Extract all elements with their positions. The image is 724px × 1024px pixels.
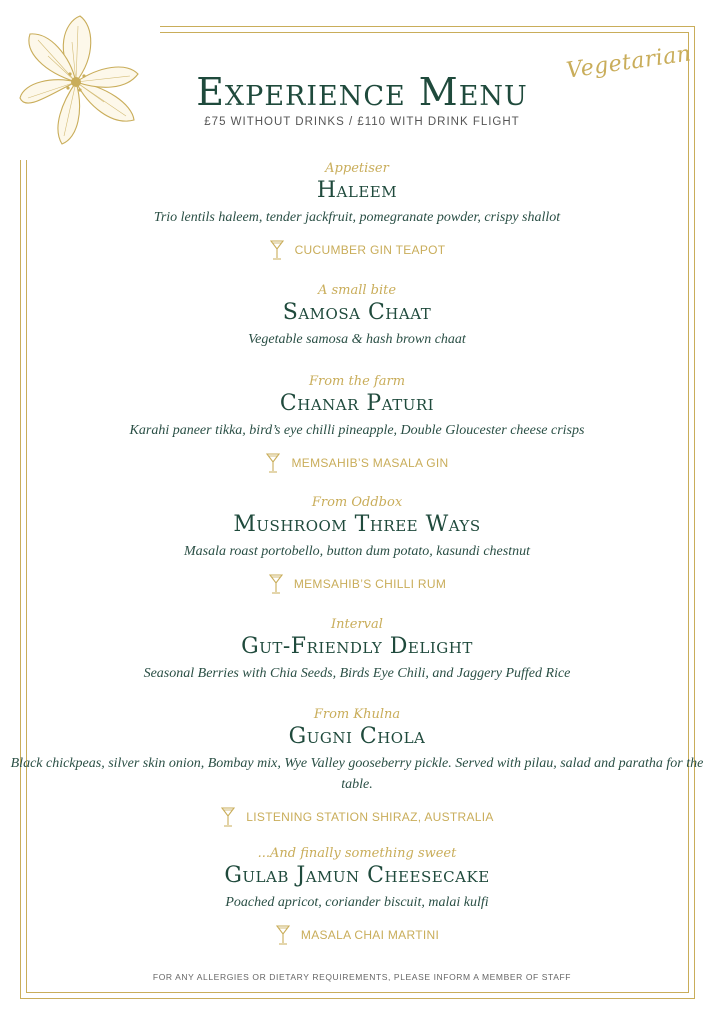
cocktail-glass-icon [269, 238, 285, 262]
course-label: ...And finally something sweet [257, 846, 457, 861]
cocktail-glass-icon [220, 805, 236, 829]
cocktail-glass-icon [268, 572, 284, 596]
course-label: From the farm [308, 374, 406, 389]
course-from-khulna [10, 706, 704, 829]
course-description: Trio lentils haleem, tender jackfruit, pomegranate powder, crispy shallot [153, 210, 561, 225]
drink-name: LISTENING STATION SHIRAZ, AUSTRALIA [246, 810, 494, 824]
course-name: Gugni Chola [288, 724, 426, 749]
course-description: Black chickpeas, silver skin onion, Bombay mix, Wye Valley gooseberry pickle. Served with pilau, salad and paratha for the table. [10, 756, 704, 792]
drink-pairing [30, 572, 684, 596]
course-name: Mushroom Three Ways [233, 512, 481, 537]
course-name: Gut-Friendly Delight [241, 634, 473, 659]
allergy-footer-note: FOR ANY ALLERGIES OR DIETARY REQUIREMENTS, PLEASE INFORM A MEMBER OF STAFF [152, 972, 572, 982]
course-small-bite [30, 282, 684, 350]
course-description: Karahi paneer tikka, bird’s eye chilli pineapple, Double Gloucester cheese crisps [129, 423, 585, 438]
drink-name: MEMSAHIB’S MASALA GIN [291, 456, 449, 470]
drink-name: MEMSAHIB’S CHILLI RUM [293, 577, 447, 591]
drink-pairing [30, 805, 684, 829]
course-from-oddbox [30, 494, 684, 596]
cocktail-glass-icon [275, 923, 291, 947]
drink-pairing [30, 923, 684, 947]
course-from-the-farm [30, 373, 684, 475]
price-line: £75 WITHOUT DRINKS / £110 WITH DRINK FLIGHT [204, 116, 520, 128]
course-description: Vegetable samosa & hash brown chaat [248, 332, 466, 347]
cocktail-glass-icon [265, 451, 281, 475]
page-title: Experience Menu [196, 70, 528, 114]
course-sweet [30, 845, 684, 947]
course-label: Interval [331, 617, 383, 632]
vegetarian-tag: Vegetarian [564, 41, 693, 84]
course-name: Samosa Chaat [282, 300, 432, 325]
course-description: Masala roast portobello, button dum potato, kasundi chestnut [184, 544, 530, 559]
course-name: Gulab Jamun Cheesecake [224, 863, 490, 888]
course-label: From Oddbox [311, 495, 403, 510]
drink-pairing [30, 238, 684, 262]
course-description: Seasonal Berries with Chia Seeds, Birds Eye Chili, and Jaggery Puffed Rice [143, 666, 571, 681]
course-label: Appetiser [325, 161, 389, 176]
course-label: From Khulna [313, 707, 401, 722]
drink-name: CUCUMBER GIN TEAPOT [294, 243, 446, 257]
course-description: Poached apricot, coriander biscuit, malai kulfi [225, 895, 489, 910]
course-label: A small bite [317, 283, 397, 298]
drink-pairing [30, 451, 684, 475]
course-appetiser [30, 160, 684, 262]
course-interval [30, 616, 684, 684]
course-name: Chanar Paturi [279, 391, 435, 416]
course-name: Haleem [316, 178, 398, 203]
drink-name: MASALA CHAI MARTINI [300, 928, 440, 942]
